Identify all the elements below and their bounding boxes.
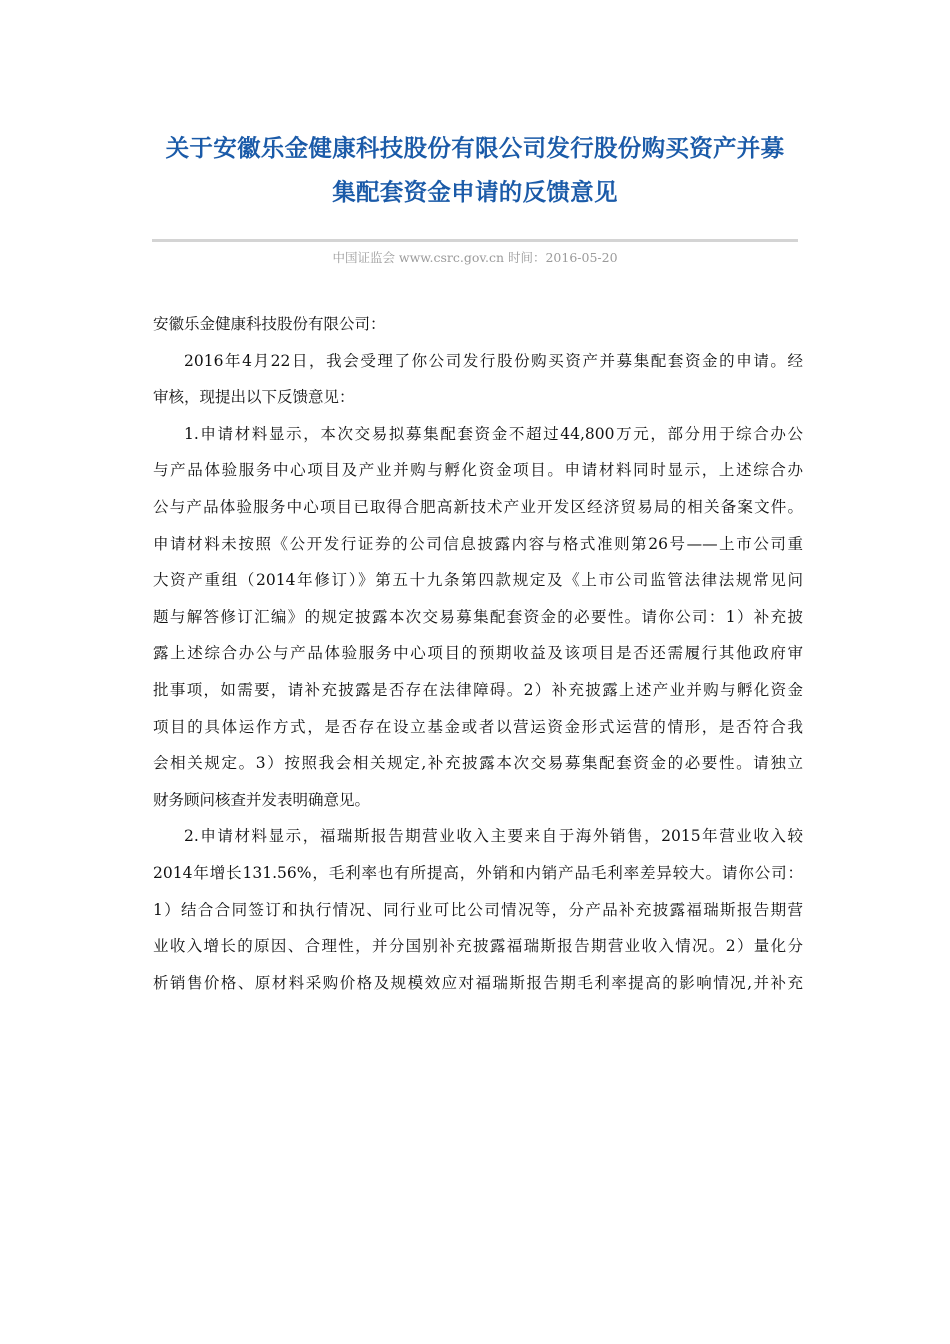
- source-and-date: 中国证监会 www.csrc.gov.cn 时间：2016-05-20: [332, 250, 618, 265]
- paragraph-item-2: [153, 818, 803, 1001]
- title-line: 关于安徽乐金健康科技股份有限公司发行股份购买资产并募: [165, 134, 785, 162]
- paragraph-intro: [153, 343, 803, 416]
- paragraph-line: 审核，现提出以下反馈意见：: [153, 388, 355, 407]
- paragraph-line: 1）结合合同签订和执行情况、同行业可比公司情况等，分产品补充披露福瑞斯报告期营: [153, 900, 803, 919]
- paragraph-line: 批事项，如需要，请补充披露是否存在法律障碍。2）补充披露上述产业并购与孵化资金: [153, 680, 803, 699]
- paragraph-line: 业收入增长的原因、合理性，并分国别补充披露福瑞斯报告期营业收入情况。2）量化分: [153, 937, 803, 956]
- paragraph-line: 项目的具体运作方式，是否存在设立基金或者以营运资金形式运营的情形，是否符合我: [153, 717, 803, 736]
- paragraph-line: 析销售价格、原材料采购价格及规模效应对福瑞斯报告期毛利率提高的影响情况,并补充: [153, 973, 803, 992]
- paragraph-line: 大资产重组（2014年修订）》第五十九条第四款规定及《上市公司监管法律法规常见问: [153, 571, 803, 590]
- paragraph-line: 2016年4月22日，我会受理了你公司发行股份购买资产并募集配套资金的申请。经: [184, 351, 803, 370]
- paragraph-line: 公与产品体验服务中心项目已取得合肥高新技术产业开发区经济贸易局的相关备案文件。: [153, 497, 803, 516]
- salutation: 安徽乐金健康科技股份有限公司：: [153, 315, 386, 333]
- paragraph-line: 2.申请材料显示，福瑞斯报告期营业收入主要来自于海外销售，2015年营业收入较: [184, 827, 803, 846]
- document-title: [150, 126, 800, 214]
- paragraph-line: 会相关规定。3）按照我会相关规定,补充披露本次交易募集配套资金的必要性。请独立: [153, 754, 803, 773]
- paragraph-line: 题与解答修订汇编》的规定披露本次交易募集配套资金的必要性。请你公司：1）补充披: [153, 607, 803, 626]
- title-divider: [152, 239, 798, 242]
- paragraph-line: 1.申请材料显示，本次交易拟募集配套资金不超过44,800万元，部分用于综合办公: [184, 424, 803, 443]
- paragraph-line: 2014年增长131.56%，毛利率也有所提高，外销和内销产品毛利率差异较大。请你公司：: [153, 863, 803, 882]
- document-body: [153, 306, 803, 1001]
- paragraph-line: 与产品体验服务中心项目及产业并购与孵化资金项目。申请材料同时显示，上述综合办: [153, 461, 803, 480]
- paragraph-item-1: [153, 416, 803, 819]
- paragraph-line: 露上述综合办公与产品体验服务中心项目的预期收益及该项目是否还需履行其他政府审: [153, 644, 803, 663]
- title-line: 集配套资金申请的反馈意见: [332, 178, 618, 206]
- paragraph-line: 申请材料未按照《公开发行证券的公司信息披露内容与格式准则第26号——上市公司重: [153, 534, 803, 553]
- paragraph-line: 财务顾问核查并发表明确意见。: [153, 790, 371, 809]
